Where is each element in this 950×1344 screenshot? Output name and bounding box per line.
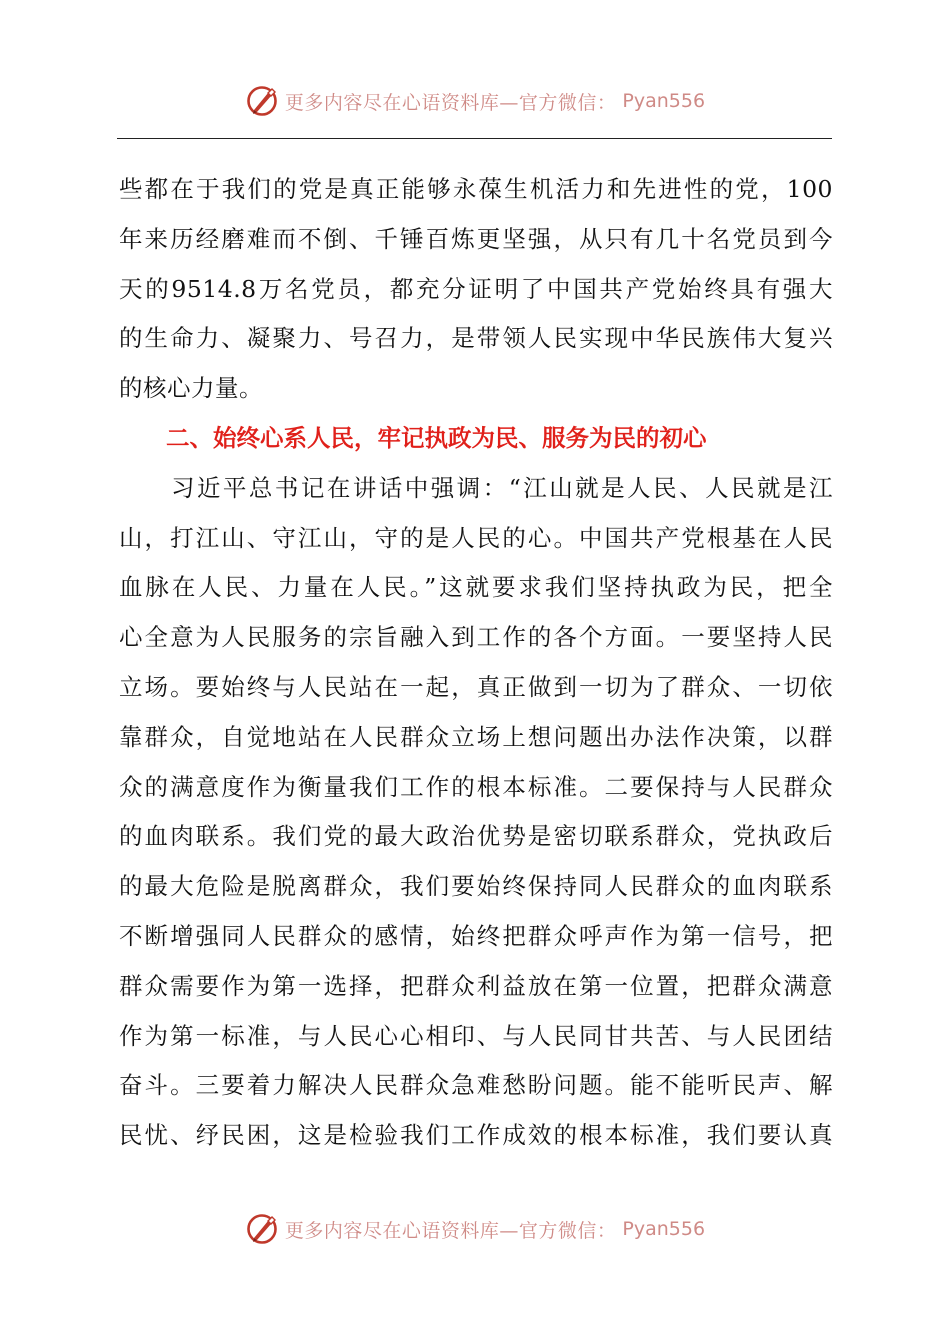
body-line: 的最大危险是脱离群众，我们要始终保持同人民群众的血肉联系 — [119, 872, 833, 901]
body-line: 些都在于我们的党是真正能够永葆生机活力和先进性的党，100 — [119, 175, 833, 203]
watermark-wechat-id: Pyan556 — [622, 90, 706, 112]
body-line: 靠群众，自觉地站在人民群众立场上想问题出办法作决策，以群 — [119, 722, 833, 751]
footer-watermark — [0, 1212, 950, 1246]
body-line: 众的满意度作为衡量我们工作的根本标准。二要保持与人民群众 — [119, 772, 833, 801]
body-line: 天的9514.8万名党员，都充分证明了中国共产党始终具有强大 — [119, 274, 833, 303]
pen-circle-logo-icon — [245, 1212, 279, 1246]
body-line: 民忧、纾民困，这是检验我们工作成效的根本标准，我们要认真 — [119, 1121, 833, 1150]
body-line: 血脉在人民、力量在人民。”这就要求我们坚持执政为民，把全 — [119, 573, 833, 602]
body-line: 习近平总书记在讲话中强调：“江山就是人民、人民就是江 — [119, 473, 833, 502]
body-line: 心全意为人民服务的宗旨融入到工作的各个方面。一要坚持人民 — [119, 623, 833, 652]
body-line: 的核心力量。 — [119, 374, 263, 403]
body-line: 作为第一标准，与人民心心相印、与人民同甘共苦、与人民团结 — [119, 1021, 833, 1050]
body-line: 的生命力、凝聚力、号召力，是带领人民实现中华民族伟大复兴 — [119, 324, 833, 353]
document-body — [119, 165, 833, 1161]
body-line: 不断增强同人民群众的感情，始终把群众呼声作为第一信号，把 — [119, 921, 833, 950]
watermark-wechat-id: Pyan556 — [622, 1218, 706, 1240]
body-line: 立场。要始终与人民站在一起，真正做到一切为了群众、一切依 — [119, 672, 833, 701]
body-line: 的血肉联系。我们党的最大政治优势是密切联系群众，党执政后 — [119, 822, 833, 851]
watermark-text: 更多内容尽在心语资料库—官方微信： — [284, 91, 617, 114]
body-line: 奋斗。三要着力解决人民群众急难愁盼问题。能不能听民声、解 — [119, 1071, 833, 1100]
body-line: 年来历经磨难而不倒、千锤百炼更坚强，从只有几十名党员到今 — [119, 224, 833, 253]
body-line: 群众需要作为第一选择，把群众利益放在第一位置，把群众满意 — [119, 971, 833, 1000]
header-rule — [117, 138, 832, 139]
section-heading: 二、始终心系人民，牢记执政为民、服务为民的初心 — [166, 423, 707, 452]
body-line: 山，打江山、守江山，守的是人民的心。中国共产党根基在人民 — [119, 523, 833, 552]
header-watermark — [0, 84, 950, 118]
pen-circle-logo-icon — [245, 84, 279, 118]
watermark-text: 更多内容尽在心语资料库—官方微信： — [284, 1219, 617, 1242]
